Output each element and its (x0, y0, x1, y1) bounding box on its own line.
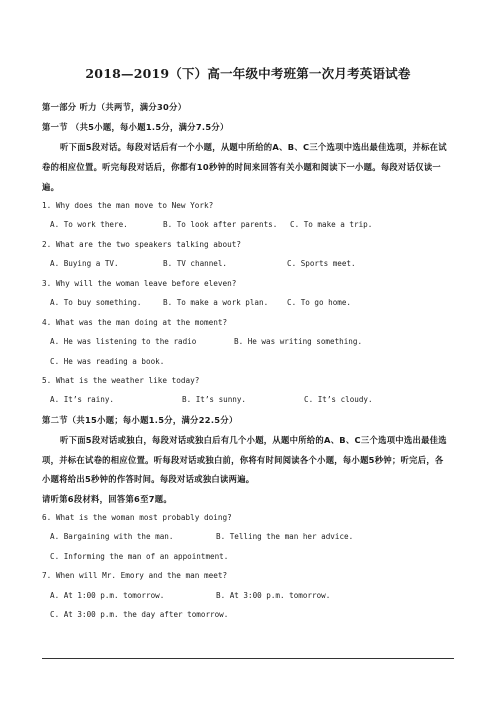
section1-instruction-line: 遍。 (42, 182, 60, 192)
question-4: 4. What was the man doing at the moment? (42, 318, 228, 327)
question-1: 1. Why does the man move to New York? (42, 201, 214, 210)
q7-option-b: B. At 3:00 p.m. tomorrow. (216, 591, 331, 600)
q4-option-c: C. He was reading a book. (50, 357, 165, 366)
q7-option-a: A. At 1:00 p.m. tomorrow. (50, 591, 165, 600)
q1-option-c: C. To make a trip. (290, 220, 373, 229)
q3-option-a: A. To buy something. (50, 298, 142, 307)
question-5: 5. What is the weather like today? (42, 376, 200, 385)
question-3: 3. Why will the woman leave before eleven? (42, 279, 237, 288)
q2-option-c: C. Sports meet. (287, 259, 356, 268)
section1-instruction-line: 卷的相应位置。听完每段对话后，你都有10秒钟的时间来回答有关小题和阅读下一小题。每段对话仅读一 (42, 162, 442, 172)
section2-instruction-line: 小题将给出5秒钟的作答时间。每段对话或独白读两遍。 (42, 474, 255, 484)
footer-divider (42, 658, 454, 659)
q3-option-c: C. To go home. (287, 298, 352, 307)
q5-option-c: C. It’s cloudy. (304, 395, 373, 404)
section2-instruction-line: 项，并标在试卷的相应位置。听每段对话或独白前，你将有时间阅读各个小题，每小题5秒钟；听完后，各 (42, 455, 444, 465)
section2-instruction-line: 听下面5段对话或独白，每段对话或独白后有几个小题，从题中所给的A、B、C三个选项中选出最佳选 (60, 435, 447, 445)
question-6: 6. What is the woman most probably doing? (42, 513, 232, 522)
section1-instruction-line: 听下面5段对话。每段对话后有一个小题，从题中所给的A、B、C三个选项中选出最佳选项，并标在试 (60, 142, 447, 152)
exam-title: 2018—2019（下）高一年级中考班第一次月考英语试卷 (85, 66, 411, 81)
q5-option-b: B. It’s sunny. (182, 395, 247, 404)
q3-option-b: B. To make a work plan. (163, 298, 269, 307)
question-7: 7. When will Mr. Emory and the man meet? (42, 571, 228, 580)
q2-option-b: B. TV channel. (163, 259, 228, 268)
q1-option-a: A. To work there. (50, 220, 128, 229)
q6-option-a: A. Bargaining with the man. (50, 532, 174, 541)
part1-heading: 第一部分 听力（共两节，满分30分） (42, 102, 187, 112)
material-note: 请听第6段材料，回答第6至7题。 (42, 494, 172, 504)
section1-heading: 第一节 （共5小题，每小题1.5分，满分7.5分） (42, 122, 229, 132)
q5-option-a: A. It’s rainy. (50, 395, 115, 404)
question-2: 2. What are the two speakers talking about? (42, 240, 242, 249)
q6-option-c: C. Informing the man of an appointment. (50, 552, 229, 561)
q2-option-a: A. Buying a TV. (50, 259, 119, 268)
q1-option-b: B. To look after parents. (163, 220, 278, 229)
q4-option-a: A. He was listening to the radio (50, 337, 197, 346)
q4-option-b: B. He was writing something. (234, 337, 363, 346)
q6-option-b: B. Telling the man her advice. (216, 532, 354, 541)
section2-heading: 第二节（共15小题；每小题1.5分，满分22.5分） (42, 415, 238, 425)
q7-option-c: C. At 3:00 p.m. the day after tomorrow. (50, 610, 229, 619)
